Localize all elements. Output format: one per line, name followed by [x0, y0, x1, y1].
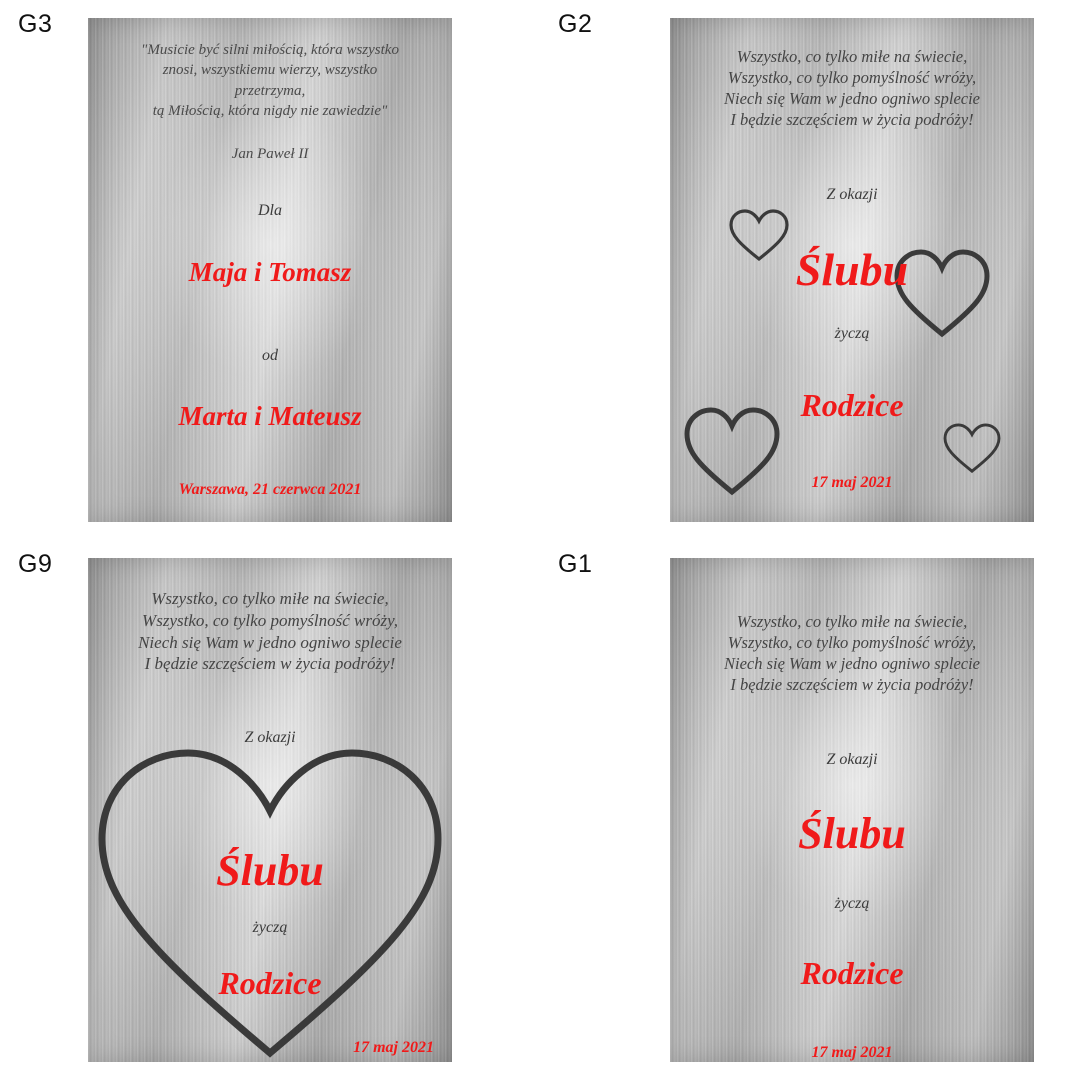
- from-label: od: [262, 347, 278, 364]
- occasion-title: Ślubu: [216, 846, 324, 895]
- card-cell-g3[interactable]: [0, 0, 540, 540]
- senders-name: Rodzice: [800, 387, 904, 423]
- quote-line-4: tą Miłością, która nigdy nie zawiedzie": [152, 102, 388, 119]
- occasion-title: Ślubu: [798, 809, 906, 858]
- card-date: 17 maj 2021: [811, 474, 893, 491]
- card-code-label: G2: [558, 10, 593, 38]
- engraved-plate-g2: [670, 18, 1034, 522]
- poem-block: [670, 611, 1034, 695]
- quote-line-1: "Musicie być silni miłością, która wszystko: [141, 42, 399, 58]
- wish-label: życzą: [834, 325, 870, 342]
- senders-name: Marta i Mateusz: [178, 401, 362, 431]
- poem-line-1: Wszystko, co tylko miłe na świecie,: [736, 612, 968, 631]
- engraved-plate-g9: [88, 558, 452, 1062]
- wish-label: życzą: [252, 919, 288, 936]
- poem-line-3: Niech się Wam w jedno ogniwo splecie: [723, 654, 981, 674]
- card-cell-g1[interactable]: [540, 540, 1080, 1080]
- senders-name: Rodzice: [800, 955, 904, 991]
- card-date: 17 maj 2021: [353, 1039, 434, 1056]
- occasion-label: Z okazji: [244, 729, 296, 746]
- quote-author: Jan Paweł II: [231, 146, 309, 162]
- senders-name: Rodzice: [218, 965, 322, 1001]
- poem-line-2: Wszystko, co tylko pomyślność wróży,: [727, 633, 977, 653]
- poem-line-4: I będzie szczęściem w życia podróży!: [144, 654, 396, 674]
- card-code-label: G3: [18, 10, 53, 38]
- heart-outline-icon: [942, 422, 1002, 476]
- for-label: Dla: [258, 202, 282, 219]
- heart-outline-icon: [92, 741, 448, 1061]
- recipients-name: Maja i Tomasz: [188, 257, 352, 287]
- engraved-plate-g1: [670, 558, 1034, 1062]
- occasion-label: Z okazji: [826, 751, 878, 768]
- card-code-label: G9: [18, 550, 53, 578]
- quote-line-2: znosi, wszystkiemu wierzy, wszystko: [162, 62, 378, 79]
- card-date: 17 maj 2021: [811, 1044, 893, 1061]
- quote-line-3: przetrzyma,: [234, 82, 306, 99]
- poem-line-2: Wszystko, co tylko pomyślność wróży,: [727, 68, 977, 88]
- poem-block: [88, 588, 452, 675]
- card-cell-g2[interactable]: [540, 0, 1080, 540]
- poem-line-1: Wszystko, co tylko miłe na świecie,: [151, 589, 389, 608]
- quote-block: [88, 40, 452, 121]
- poem-line-3: Niech się Wam w jedno ogniwo splecie: [138, 632, 402, 652]
- poem-line-1: Wszystko, co tylko miłe na świecie,: [736, 47, 968, 66]
- poem-block: [670, 46, 1034, 130]
- card-code-label: G1: [558, 550, 593, 578]
- poem-line-3: Niech się Wam w jedno ogniwo splecie: [723, 89, 981, 109]
- wish-label: życzą: [834, 895, 870, 912]
- poem-line-2: Wszystko, co tylko pomyślność wróży,: [142, 610, 398, 630]
- card-date: Warszawa, 21 czerwca 2021: [178, 481, 362, 498]
- poem-line-4: I będzie szczęściem w życia podróży!: [730, 110, 974, 130]
- occasion-title: Ślubu: [795, 244, 909, 295]
- poem-line-4: I będzie szczęściem w życia podróży!: [730, 675, 974, 695]
- engraved-plate-g3: [88, 18, 452, 522]
- occasion-label: Z okazji: [826, 186, 878, 203]
- card-cell-g9[interactable]: [0, 540, 540, 1080]
